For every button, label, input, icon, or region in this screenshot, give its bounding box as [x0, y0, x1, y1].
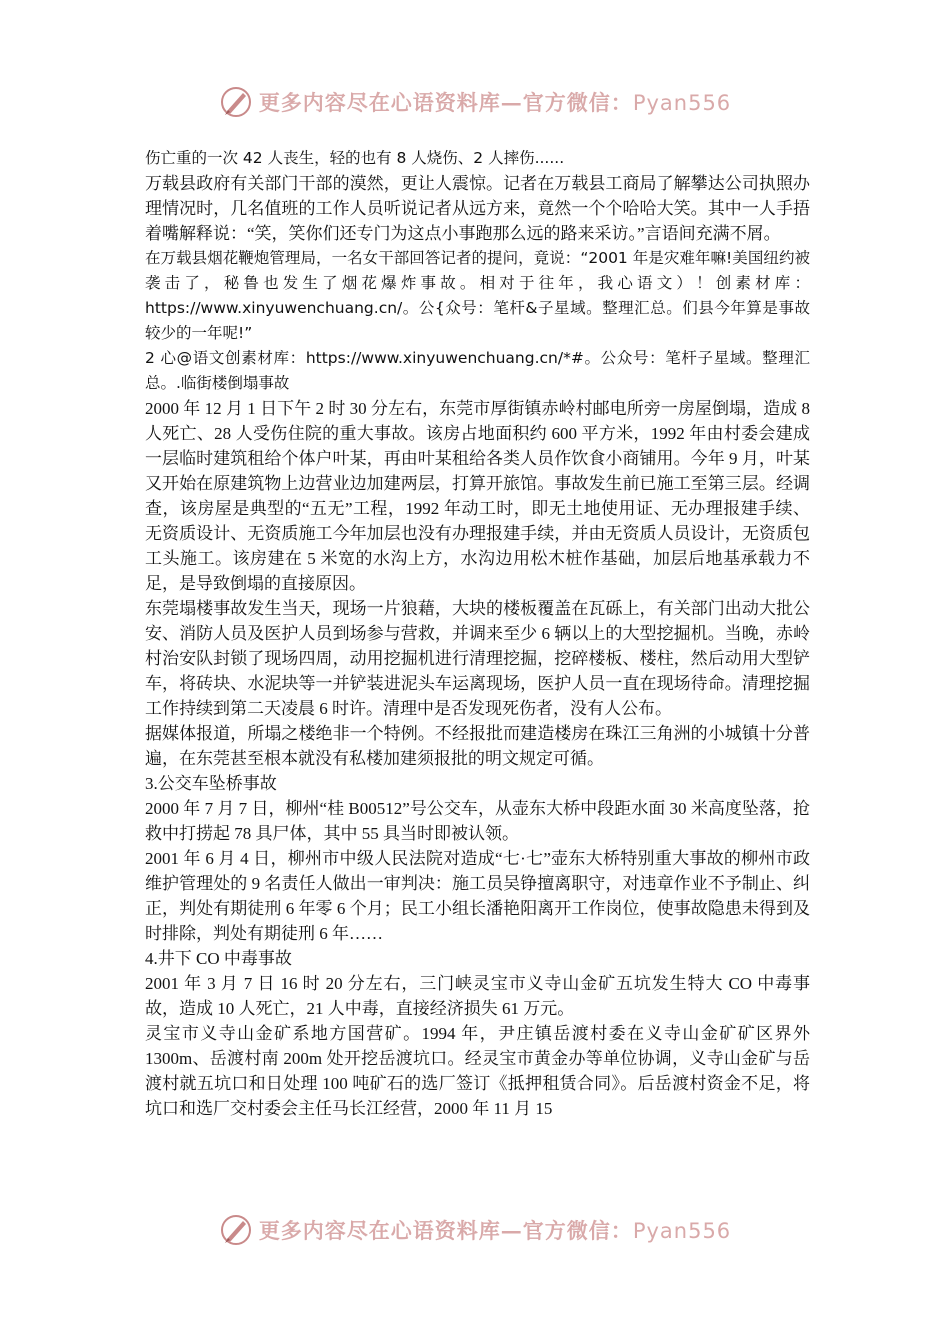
banner-text: [259, 87, 731, 117]
paragraph: 东莞塌楼事故发生当天，现场一片狼藉，大块的楼板覆盖在瓦砾上，有关部门出动大批公安、消防人员及医护人员到场参与营救，并调来至少 6 辆以上的大型挖掘机。当晚，赤岭村治安队封锁了现场四周，动用挖掘机进行清理挖掘，挖碎楼板、楼柱，然后动用大型铲车，将砖块、水泥块等一并铲装进泥头车运离现场，医护人员一直在现场待命。清理挖掘工作持续到第二天凌晨 6 时许。清理中是否发现死伤者，没有人公布。: [145, 599, 810, 718]
paragraph: 伤亡重的一次 42 人丧生，轻的也有 8 人烧伤、2 人摔伤......: [145, 149, 565, 167]
footer-banner: [0, 1210, 950, 1250]
banner-title: 更多内容尽在心语资料库—官方微信：: [258, 1218, 633, 1243]
banner-wechat: Pyan556: [632, 1219, 732, 1243]
section-heading: 4.井下 CO 中毒事故: [145, 949, 292, 968]
pen-logo-icon: [219, 85, 253, 119]
pen-logo-icon: [219, 1213, 253, 1247]
banner-text: [259, 1215, 731, 1245]
paragraph: 2000 年 7 月 7 日，柳州“桂 B00512”号公交车，从壶东大桥中段距水面 30 米高度坠落，抢救中打捞起 78 具尸体，其中 55 具当时即被认领。: [145, 799, 810, 843]
banner-wechat: Pyan556: [632, 91, 732, 115]
paragraph: 灵宝市义寺山金矿系地方国营矿。1994 年，尹庄镇岳渡村委在义寺山金矿矿区界外 1300m、岳渡村南 200m 处开挖岳渡坑口。经灵宝市黄金办等单位协调，义寺山金矿与岳渡村就五坑口和日处理 100 吨矿石的选厂签订《抵押租赁合同》。后岳渡村资金不足，将坑口和选厂交村委会主任马长江经营，2000 年 11 月 15: [145, 1024, 810, 1118]
paragraph: 2000 年 12 月 1 日下午 2 时 30 分左右，东莞市厚街镇赤岭村邮电所旁一房屋倒塌，造成 8 人死亡、28 人受伤住院的重大事故。该房占地面积约 600 平方米，1992 年由村委会建成一层临时建筑租给个体户叶某，再由叶某租给各类人员作饮食小商铺用。今年 9 月，叶某又开始在原建筑物上边营业边加建两层，打算开旅馆。事故发生前已施工至第三层。经调查，该房屋是典型的“五无”工程，1992 年动工时，即无土地使用证、无办理报建手续、无资质设计、无资质施工今年加层也没有办理报建手续，并由无资质人员设计，无资质包工头施工。该房建在 5 米宽的水沟上方，水沟边用松木桩作基础，加层后地基承载力不足，是导致倒塌的直接原因。: [145, 399, 810, 593]
paragraph: 2001 年 3 月 7 日 16 时 20 分左右，三门峡灵宝市义寺山金矿五坑发生特大 CO 中毒事故，造成 10 人死亡，21 人中毒，直接经济损失 61 万元。: [145, 974, 810, 1018]
paragraph: 2 心@语文创素材库：https://www.xinyuwenchuang.cn/*#。公众号：笔杆子星域。整理汇总。.临街楼倒塌事故: [145, 349, 810, 392]
section-heading: 3.公交车坠桥事故: [145, 774, 277, 793]
document-body: [145, 146, 810, 1121]
paragraph: 据媒体报道，所塌之楼绝非一个特例。不经报批而建造楼房在珠江三角洲的小城镇十分普遍，在东莞甚至根本就没有私楼加建须报批的明文规定可循。: [145, 724, 810, 768]
paragraph: 2001 年 6 月 4 日，柳州市中级人民法院对造成“七·七”壶东大桥特别重大事故的柳州市政维护管理处的 9 名责任人做出一审判决：施工员吴铮擅离职守，对违章作业不予制止、纠正，判处有期徒刑 6 年零 6 个月；民工小组长潘艳阳离开工作岗位，使事故隐患未得到及时排除，判处有期徒刑 6 年……: [145, 849, 810, 943]
paragraph: 万载县政府有关部门干部的漠然，更让人震惊。记者在万载县工商局了解攀达公司执照办理情况时，几名值班的工作人员听说记者从远方来，竟然一个个哈哈大笑。其中一人手捂着嘴解释说：“笑，笑你们还专门为这点小事跑那么远的路来采访。”言语间充满不屑。: [145, 174, 810, 243]
banner-title: 更多内容尽在心语资料库—官方微信：: [258, 90, 633, 115]
header-banner: [0, 82, 950, 122]
paragraph: 在万载县烟花鞭炮管理局，一名女干部回答记者的提问，竟说：“2001 年是灾难年嘛!美国纽约被袭击了，秘鲁也发生了烟花爆炸事故。相对于往年，我心语文）！创素材库：https://www.xinyuwenchuang.cn/。公{众号：笔杆&子星域。整理汇总。们县今年算是事故较少的一年呢!”: [145, 249, 810, 342]
